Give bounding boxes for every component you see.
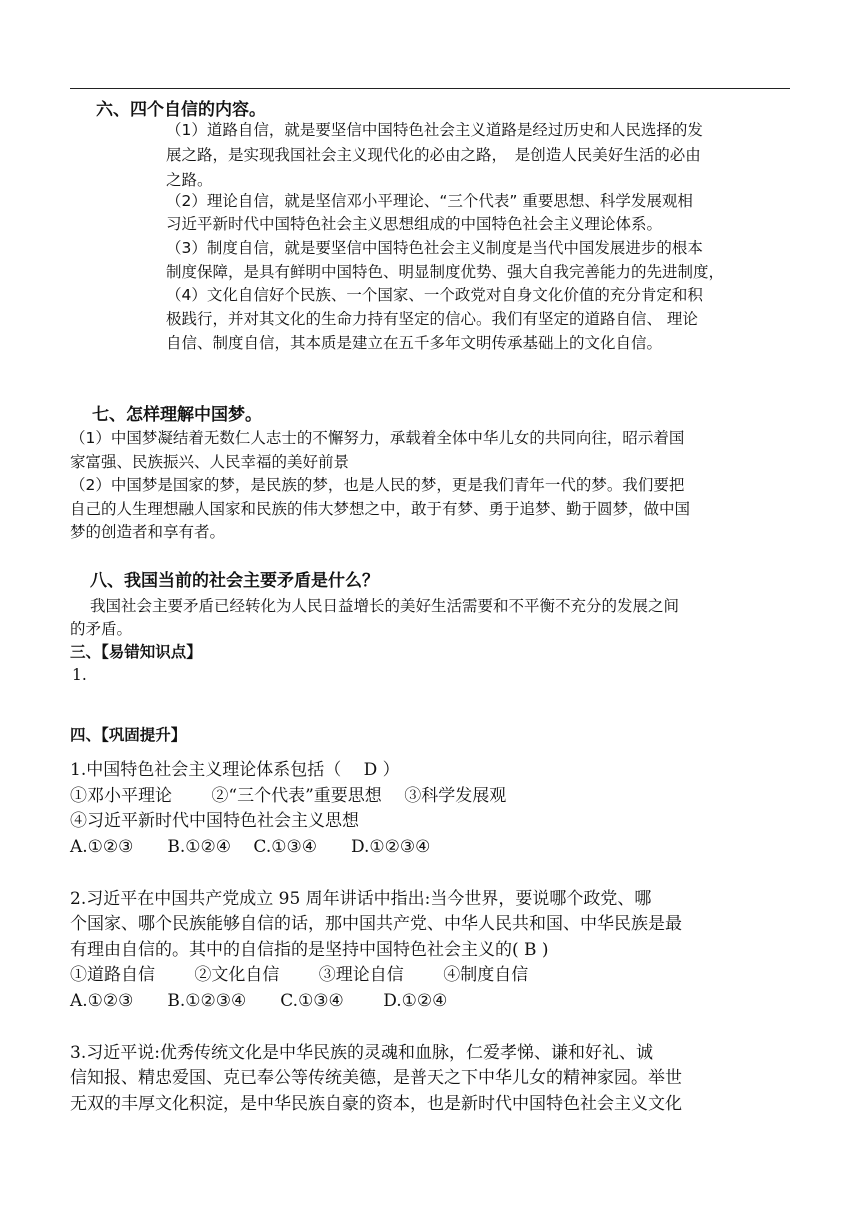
section-6-p2-line2: 习近平新时代中国特色社会主义思想组成的中国特色社会主义理论体系。 xyxy=(166,215,663,233)
q2-stem-line2: 个国家、哪个民族能够自信的话，那中国共产党、中华人民共和国、中华民族是最 xyxy=(70,914,682,934)
q1-choices: A.①②③ B.①②④ C.①③④ D.①②③④ xyxy=(70,837,431,857)
section-6-p1-line1: （1）道路自信，就是要坚信中国特色社会主义道路是经过历史和人民选择的发 xyxy=(166,121,703,139)
top-rule xyxy=(70,88,790,89)
section-7-p1-line1: （1）中国梦凝结着无数仁人志士的不懈努力，承载着全体中华儿女的共同向往，昭示着国 xyxy=(70,429,685,447)
q2-stem-line1: 2.习近平在中国共产党成立 95 周年讲话中指出:当今世界，要说哪个政党、哪 xyxy=(70,889,652,909)
section-6-p3-line2: 制度保障，是具有鲜明中国特色、明显制度优势、强大自我完善能力的先进制度， xyxy=(166,263,725,281)
section-8-line1: 我国社会主要矛盾已经转化为人民日益增长的美好生活需要和不平衡不充分的发展之间 xyxy=(90,597,680,615)
q2-stem-line3: 有理由自信的。其中的自信指的是坚持中国特色社会主义的( B ) xyxy=(70,940,549,960)
section-6-p1-line3: 之路。 xyxy=(166,171,213,189)
errors-heading: 三、【易错知识点】 xyxy=(70,643,202,661)
q3-stem-line1: 3.习近平说:优秀传统文化是中华民族的灵魂和血脉，仁爱孝悌、谦和好礼、诚 xyxy=(70,1043,653,1063)
q1-stem: 1.中国特色社会主义理论体系包括（ D ） xyxy=(70,760,400,780)
errors-item-1: 1. xyxy=(72,666,87,684)
section-8-heading: 八、我国当前的社会主要矛盾是什么？ xyxy=(90,571,379,591)
section-6-p2-line1: （2）理论自信，就是坚信邓小平理论、“三个代表” 重要思想、科学发展观相 xyxy=(166,192,693,210)
section-7-heading: 七、怎样理解中国梦。 xyxy=(92,405,262,425)
section-6-p4-line2: 极践行，并对其文化的生命力持有坚定的信心。我们有坚定的道路自信、 理论 xyxy=(166,310,698,328)
section-7-p2-line2: 自己的人生理想融人国家和民族的伟大梦想之中，敢于有梦、勇于追梦、勤于圆梦，做中国 xyxy=(70,500,691,518)
q2-choices: A.①②③ B.①②③④ C.①③④ D.①②④ xyxy=(70,991,448,1011)
q3-stem-line3: 无双的丰厚文化积淀，是中华民族自豪的资本，也是新时代中国特色社会主义文化 xyxy=(70,1094,682,1114)
section-7-p2-line3: 梦的创造者和享有者。 xyxy=(70,523,226,541)
section-7-p1-line2: 家富强、民族振兴、人民幸福的美好前景 xyxy=(70,453,350,471)
practice-heading: 四、【巩固提升】 xyxy=(70,726,187,744)
section-6-p1-line2: 展之路，是实现我国社会主义现代化的必由之路， 是创造人民美好生活的必由 xyxy=(166,146,701,164)
section-6-p4-line1: （4）文化自信好个民族、一个国家、一个政党对自身文化价值的充分肯定和积 xyxy=(166,286,703,304)
q1-options-line2: ④习近平新时代中国特色社会主义思想 xyxy=(70,811,359,831)
section-6-heading: 六、四个自信的内容。 xyxy=(96,100,266,120)
q3-stem-line2: 信知报、精忠爱国、克已奉公等传统美德，是普天之下中华儿女的精神家园。举世 xyxy=(70,1068,682,1088)
section-7-p2-line1: （2）中国梦是国家的梦，是民族的梦，也是人民的梦，更是我们青年一代的梦。我们要把 xyxy=(70,476,685,494)
section-8-line2: 的矛盾。 xyxy=(70,620,133,638)
section-6-p3-line1: （3）制度自信，就是要坚信中国特色社会主义制度是当代中国发展进步的根本 xyxy=(166,239,703,257)
q1-options-line1: ①邓小平理论 ②“三个代表”重要思想 ③科学发展观 xyxy=(70,786,507,806)
section-6-p4-line3: 自信、制度自信，其本质是建立在五千多年文明传承基础上的文化自信。 xyxy=(166,334,663,352)
q2-options: ①道路自信 ②文化自信 ③理论自信 ④制度自信 xyxy=(70,965,529,985)
